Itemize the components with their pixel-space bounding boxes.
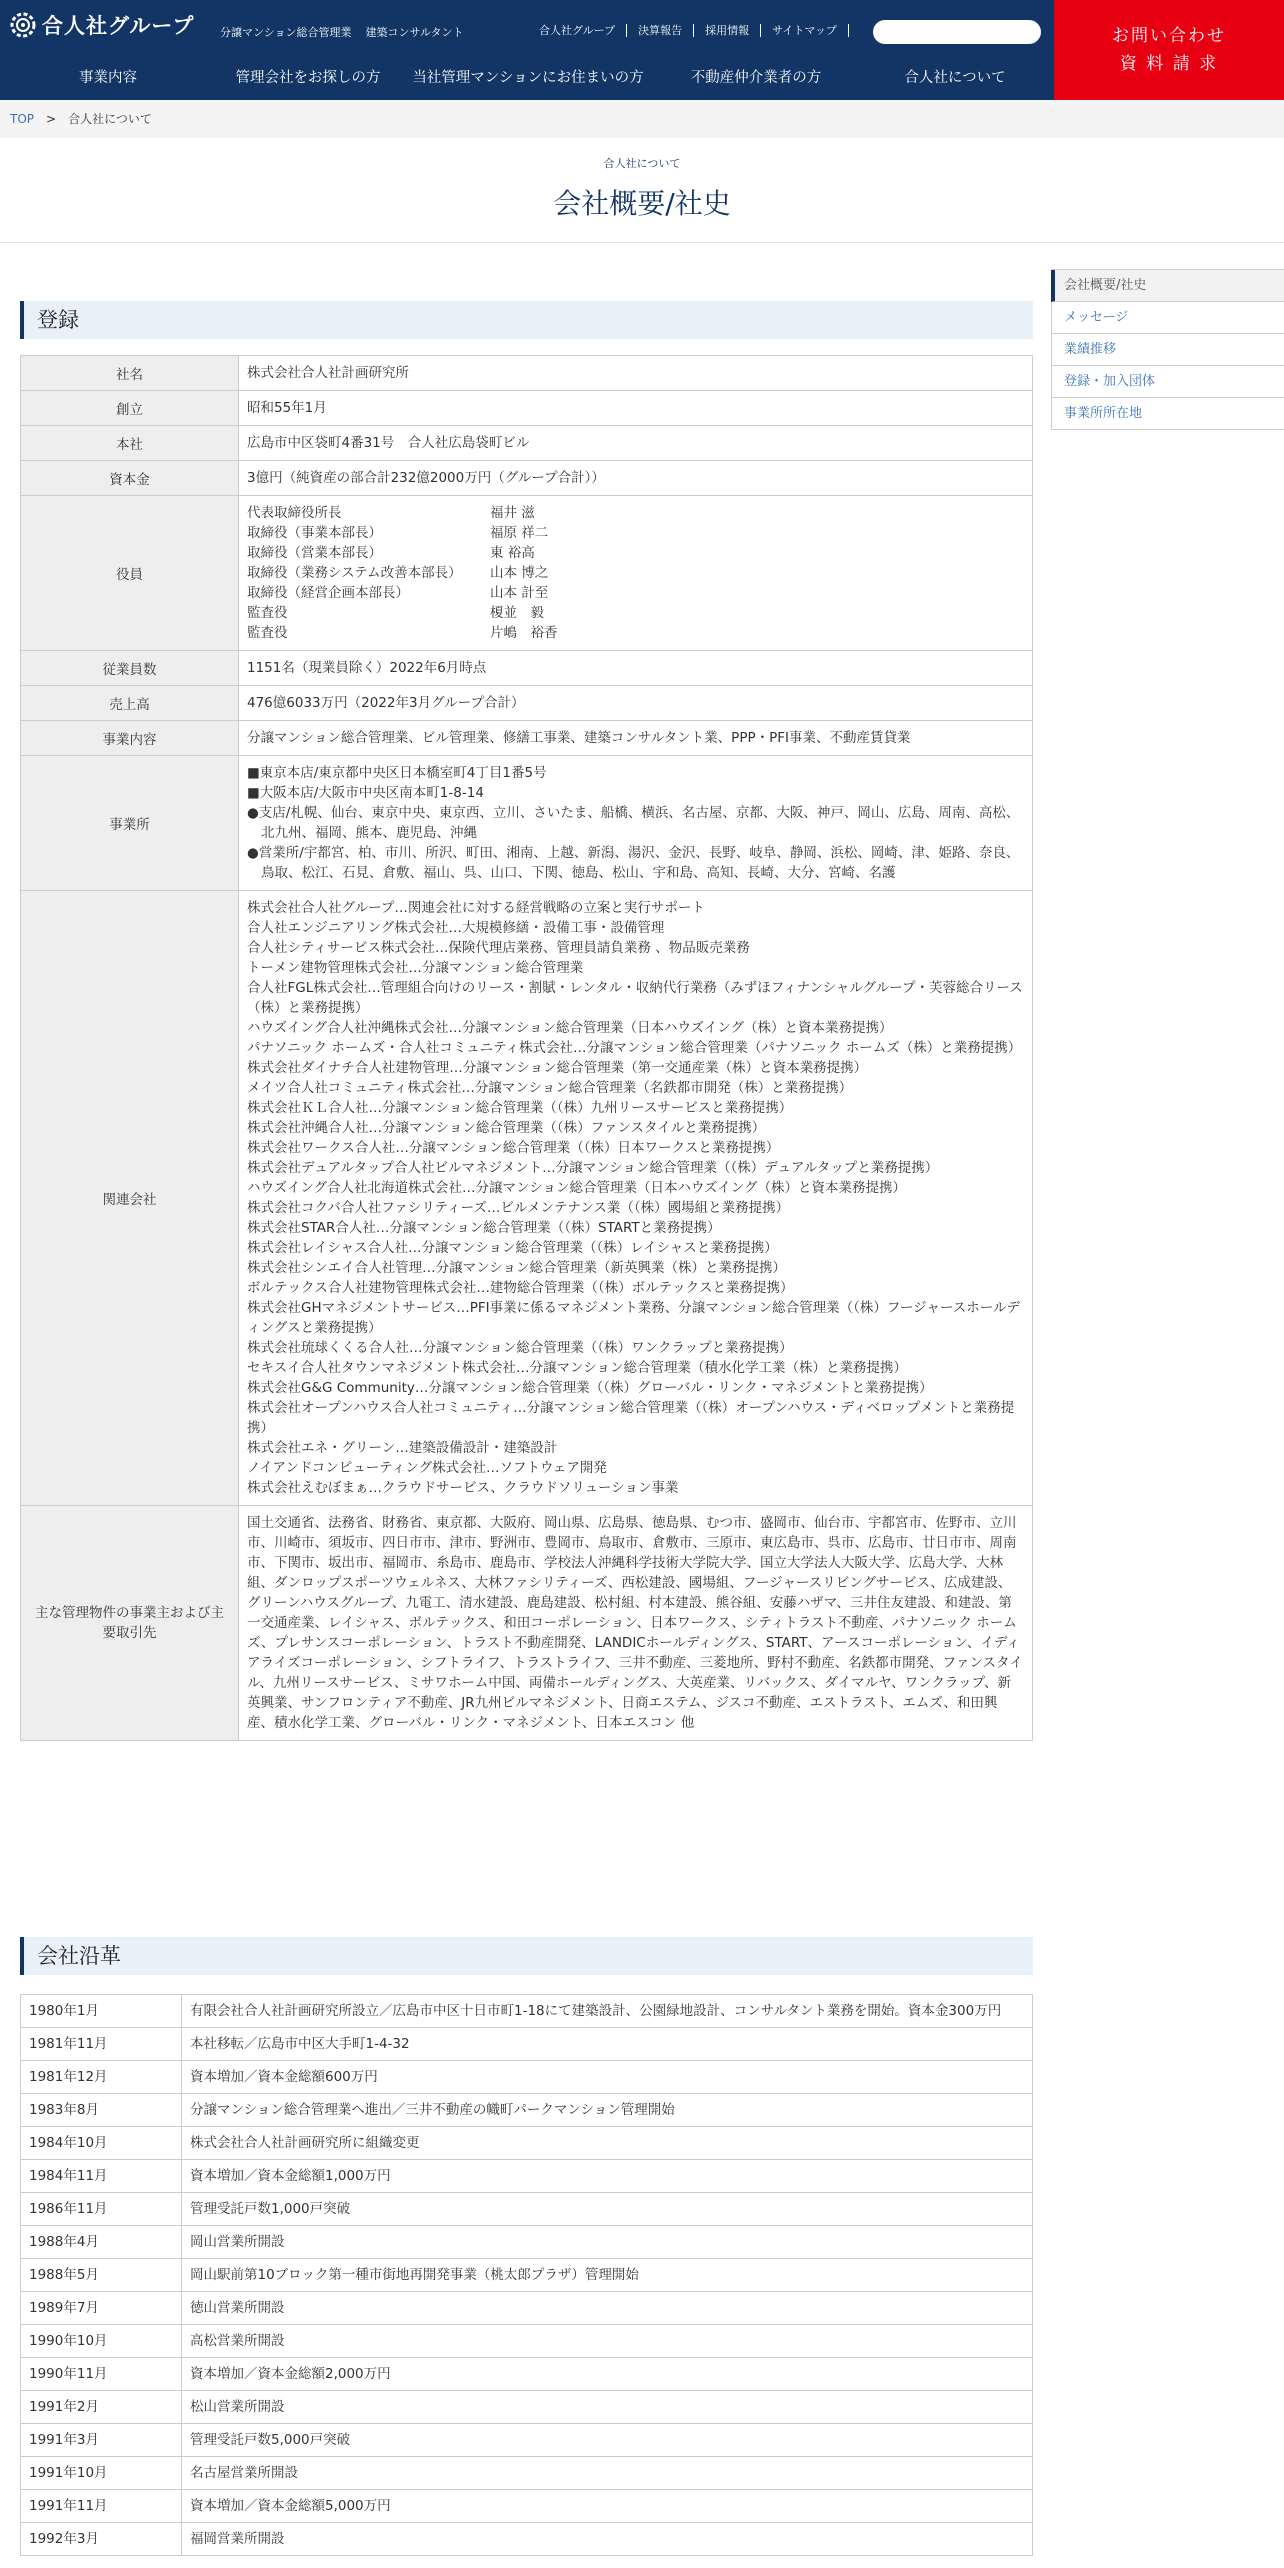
- contact-label: お問い合わせ: [1112, 26, 1226, 46]
- affiliate-line: 合人社シティサービス株式会社…保険代理店業務、管理員請負業務 、物品販売業務: [247, 940, 750, 956]
- nav-residents[interactable]: 当社管理マンションにお住まいの方: [412, 70, 644, 86]
- affiliate-line: ボルテックス合人社建物管理株式会社…建物総合管理業（（株）ボルテックスと業務提携）: [247, 1280, 794, 1296]
- history-event: 本社移転／広島市中区大手町1-4-32: [182, 2028, 1033, 2061]
- history-date: 1981年11月: [21, 2028, 182, 2061]
- breadcrumb-current: 合人社について: [68, 112, 152, 126]
- nav-about[interactable]: 合人社について: [904, 70, 1006, 86]
- history-date: 1986年11月: [21, 2193, 182, 2226]
- officer-title: 取締役（営業本部長）: [247, 545, 382, 561]
- row-value: 国土交通省、法務省、財務省、東京都、大阪府、岡山県、広島県、徳島県、むつ市、盛岡市、仙台市、宇都宮市、佐野市、立川市、川崎市、須坂市、四日市市、津市、野洲市、豊岡市、鳥取市、倉敷市、三原市、東広島市、呉市、広島市、廿日市市、周南市、下関市、坂出市、福岡市、糸島市、鹿島市、学校法人沖縄科学技術大学院大学、国立大学法人大阪大学、広島大学、大林組、ダンロップスポーツウェルネス、大林ファシリティーズ、西松建設、國場組、フージャースリビングサービス、広成建設、グリーンハウスグループ、九電工、清水建設、鹿島建設、松村組、村本建設、熊谷組、安藤ハザマ、三井住友建設、和建設、第一交通産業、レイシャス、ボルテックス、和田コーポレーション、日本ワークス、シティトラスト不動産、パナソニック ホームズ、プレサンスコーポレーション、トラスト不動産開発、LANDICホールディングス、START、アースコーポレーション、イディアライズコーポレーション、シフトライフ、トラストライフ、三井不動産、三菱地所、野村不動産、名鉄都市開発、ファンスタイル、九州リースサービス、ミサワホーム中国、両備ホールディングス、大英産業、リバックス、ダイマルヤ、ワンクラップ、新英興業、サンフロンティア不動産、JR九州ビルマネジメント、日商エステム、ジスコ不動産、エストラスト、エムズ、和田興産、積水化学工業、グローバル・リンク・マネジメント、日本エスコン 他: [239, 1506, 1033, 1741]
- nav-business[interactable]: 事業内容: [79, 70, 137, 86]
- officer-name: 山本 計至: [490, 585, 549, 601]
- sidenav-item-memberships[interactable]: 登録・加入団体: [1051, 366, 1284, 398]
- table-row: [21, 651, 1033, 686]
- affiliate-line: 合人社エンジニアリング株式会社…大規模修繕・設備工事・設備管理: [247, 920, 665, 936]
- row-label: 事業内容: [21, 721, 239, 756]
- sidenav-item-message[interactable]: メッセージ: [1051, 302, 1284, 334]
- sidenav-item-performance[interactable]: 業績推移: [1051, 334, 1284, 366]
- history-row: [21, 2424, 1033, 2457]
- history-date: 1991年10月: [21, 2457, 182, 2490]
- history-date: 1988年5月: [21, 2259, 182, 2292]
- row-value: 昭和55年1月: [239, 391, 1033, 426]
- table-row: [21, 426, 1033, 461]
- link-sitemap[interactable]: サイトマップ: [760, 24, 849, 37]
- sidenav-item-offices[interactable]: 事業所所在地: [1051, 398, 1284, 430]
- history-date: 1980年1月: [21, 1995, 182, 2028]
- table-row: [21, 756, 1033, 891]
- side-nav: [1051, 269, 1284, 430]
- history-event: 資本増加／資本金総額2,000万円: [182, 2358, 1033, 2391]
- affiliate-line: 合人社FGL株式会社…管理組合向けのリース・割賦・レンタル・収納代行業務（みずほフィナンシャルグループ・芙蓉総合リース（株）と業務提携）: [247, 980, 1023, 1016]
- affiliate-line: 株式会社コクバ合人社ファシリティーズ…ビルメンテナンス業（（株）國場組と業務提携）: [247, 1200, 790, 1216]
- affiliate-line: トーメン建物管理株式会社…分譲マンション総合管理業: [247, 960, 584, 976]
- history-date: 1990年11月: [21, 2358, 182, 2391]
- officer-title: 監査役: [247, 625, 288, 641]
- office-line: ■東京本店/東京都中央区日本橋室町4丁目1番5号: [247, 765, 547, 781]
- history-event: 徳山営業所開設: [182, 2292, 1033, 2325]
- row-label: 事業所: [21, 756, 239, 891]
- history-row: [21, 2193, 1033, 2226]
- history-row: [21, 2490, 1033, 2523]
- history-event: 有限会社合人社計画研究所設立／広島市中区十日市町1-18にて建築設計、公園緑地設計、コンサルタント業務を開始。資本金300万円: [182, 1995, 1033, 2028]
- officers-list: [247, 503, 1024, 643]
- affiliate-line: 株式会社STAR合人社…分譲マンション総合管理業（（株）STARTと業務提携）: [247, 1220, 721, 1236]
- page-title: 会社概要/社史: [553, 187, 731, 220]
- officer-name: 福原 祥二: [490, 525, 549, 541]
- officer-name: 榎並 毅: [490, 605, 544, 621]
- history-date: 1991年11月: [21, 2490, 182, 2523]
- history-date: 1984年11月: [21, 2160, 182, 2193]
- row-value: 広島市中区袋町4番31号 合人社広島袋町ビル: [239, 426, 1033, 461]
- contact-button[interactable]: [1054, 0, 1284, 100]
- history-row: [21, 2061, 1033, 2094]
- tagline-item: 建築コンサルタント: [365, 26, 464, 39]
- table-row: [21, 496, 1033, 651]
- section-heading-profile: 登録: [20, 301, 1033, 339]
- affiliate-line: 株式会社えむぼまぁ…クラウドサービス、クラウドソリューション事業: [247, 1480, 679, 1496]
- history-row: [21, 2127, 1033, 2160]
- history-date: 1991年3月: [21, 2424, 182, 2457]
- history-date: 1983年8月: [21, 2094, 182, 2127]
- row-value: [239, 496, 1033, 651]
- office-line: ●支店/札幌、仙台、東京中央、東京西、立川、さいたま、船橋、横浜、名古屋、京都、大阪、神戸、岡山、広島、周南、高松、北九州、福岡、熊本、鹿児島、沖縄: [247, 805, 1020, 841]
- history-row: [21, 2292, 1033, 2325]
- row-label: 役員: [21, 496, 239, 651]
- affiliate-line: 株式会社ワークス合人社…分譲マンション総合管理業（（株）日本ワークスと業務提携）: [247, 1140, 780, 1156]
- breadcrumb-separator: >: [46, 112, 57, 126]
- history-event: 資本増加／資本金総額600万円: [182, 2061, 1033, 2094]
- history-row: [21, 2160, 1033, 2193]
- breadcrumb-top[interactable]: TOP: [10, 112, 35, 126]
- affiliates-list: [239, 891, 1033, 1506]
- row-value: 株式会社合人社計画研究所: [239, 356, 1033, 391]
- history-date: 1988年4月: [21, 2226, 182, 2259]
- row-label: 従業員数: [21, 651, 239, 686]
- history-row: [21, 2523, 1033, 2556]
- officer-title: 代表取締役所長: [247, 505, 342, 521]
- page-header: [0, 138, 1284, 243]
- history-date: 1989年7月: [21, 2292, 182, 2325]
- nav-brokers[interactable]: 不動産仲介業者の方: [690, 70, 822, 86]
- affiliate-line: 株式会社デュアルタップ合人社ビルマネジメント…分譲マンション総合管理業（（株）デュアルタップと業務提携）: [247, 1160, 939, 1176]
- affiliate-line: 株式会社ＫＬ合人社…分譲マンション総合管理業（（株）九州リースサービスと業務提携）: [247, 1100, 793, 1116]
- row-label: 本社: [21, 426, 239, 461]
- table-row: [21, 686, 1033, 721]
- history-table: [20, 1994, 1033, 2556]
- table-row: [21, 721, 1033, 756]
- affiliate-line: 株式会社GHマネジメントサービス…PFI事業に係るマネジメント業務、分譲マンション総合管理業（（株）フージャースホールディングスと業務提携）: [247, 1300, 1020, 1336]
- history-row: [21, 2457, 1033, 2490]
- affiliate-line: 株式会社エネ・グリーン…建築設備設計・建築設計: [247, 1440, 558, 1456]
- history-event: 資本増加／資本金総額1,000万円: [182, 2160, 1033, 2193]
- table-row: [21, 1506, 1033, 1741]
- section-heading-history: 会社沿革: [20, 1937, 1033, 1975]
- history-row: [21, 2259, 1033, 2292]
- row-label: 社名: [21, 356, 239, 391]
- affiliate-line: メイツ合人社コミュニティ株式会社…分譲マンション総合管理業（名鉄都市開発（株）と業務提携）: [247, 1080, 853, 1096]
- row-value: 476億6033万円（2022年3月グループ合計）: [239, 686, 1033, 721]
- officer-title: 監査役: [247, 605, 288, 621]
- tagline-item: 分譲マンション総合管理業: [220, 26, 352, 39]
- link-group[interactable]: 合人社グループ: [539, 24, 616, 37]
- row-value: 3億円（純資産の部合計232億2000万円（グループ合計））: [239, 461, 1033, 496]
- history-event: 管理受託戸数5,000戸突破: [182, 2424, 1033, 2457]
- affiliate-line: ノイアンドコンピューティング株式会社…ソフトウェア開発: [247, 1460, 607, 1476]
- officer-name: 福井 滋: [490, 505, 535, 521]
- sidenav-item-profile[interactable]: 会社概要/社史: [1051, 270, 1284, 302]
- history-date: 1990年10月: [21, 2325, 182, 2358]
- history-row: [21, 2391, 1033, 2424]
- global-nav: [0, 66, 1054, 90]
- affiliate-line: ハウズイング合人社沖縄株式会社…分譲マンション総合管理業（日本ハウズイング（株）と資本業務提携）: [247, 1020, 893, 1036]
- history-event: 高松営業所開設: [182, 2325, 1033, 2358]
- history-event: 松山営業所開設: [182, 2391, 1033, 2424]
- history-event: 福岡営業所開設: [182, 2523, 1033, 2556]
- history-row: [21, 2325, 1033, 2358]
- affiliate-line: セキスイ合人社タウンマネジメント株式会社…分譲マンション総合管理業（積水化学工業（株）と業務提携）: [247, 1360, 907, 1376]
- link-financial-report[interactable]: 決算報告: [626, 24, 693, 37]
- history-row: [21, 2094, 1033, 2127]
- company-profile-table: [20, 355, 1033, 1741]
- history-event: 株式会社合人社計画研究所に組織変更: [182, 2127, 1033, 2160]
- history-row: [21, 2028, 1033, 2061]
- affiliate-line: 株式会社琉球くくる合人社…分譲マンション総合管理業（（株）ワンクラップと業務提携）: [247, 1340, 793, 1356]
- history-row: [21, 2226, 1033, 2259]
- row-value: 1151名（現業員除く）2022年6月時点: [239, 651, 1033, 686]
- site-header: [0, 0, 1284, 100]
- affiliate-line: 株式会社合人社グループ…関連会社に対する経営戦略の立案と実行サポート: [247, 900, 705, 916]
- link-recruit[interactable]: 採用情報: [693, 24, 760, 37]
- table-row: [21, 891, 1033, 1506]
- row-label: 売上高: [21, 686, 239, 721]
- document-request-label: 資 料 請 求: [1119, 54, 1219, 74]
- officer-name: 山本 博之: [490, 565, 549, 581]
- row-label: 創立: [21, 391, 239, 426]
- officer-name: 東 裕高: [490, 545, 535, 561]
- officer-title: 取締役（業務システム改善本部長）: [247, 565, 462, 581]
- offices-list: [239, 756, 1033, 891]
- officer-name: 片嶋 裕香: [490, 625, 558, 641]
- history-event: 管理受託戸数1,000戸突破: [182, 2193, 1033, 2226]
- search-input[interactable]: [873, 20, 1041, 44]
- affiliate-line: 株式会社オープンハウス合人社コミュニティ…分譲マンション総合管理業（（株）オープンハウス・ディベロップメントと業務提携）: [247, 1400, 1015, 1436]
- history-event: 分譲マンション総合管理業へ進出／三井不動産の幟町パークマンション管理開始: [182, 2094, 1033, 2127]
- affiliate-line: 株式会社シンエイ合人社管理…分譲マンション総合管理業（新英興業（株）と業務提携）: [247, 1260, 787, 1276]
- affiliate-line: 株式会社レイシャス合人社…分譲マンション総合管理業（（株）レイシャスと業務提携）: [247, 1240, 778, 1256]
- table-row: [21, 356, 1033, 391]
- table-row: [21, 461, 1033, 496]
- row-label: 関連会社: [21, 891, 239, 1506]
- affiliate-line: 株式会社ダイナチ合人社建物管理…分譲マンション総合管理業（第一交通産業（株）と資本業務提携）: [247, 1060, 868, 1076]
- office-line: ●営業所/宇都宮、柏、市川、所沢、町田、湘南、上越、新潟、湯沢、金沢、長野、岐阜、静岡、浜松、岡崎、津、姫路、奈良、鳥取、松江、石見、倉敷、福山、呉、山口、下関、徳島、松山、宇和島、高知、長崎、大分、宮崎、名護: [247, 845, 1020, 881]
- officer-title: 取締役（事業本部長）: [247, 525, 382, 541]
- affiliate-line: ハウズイング合人社北海道株式会社…分譲マンション総合管理業（日本ハウズイング（株）と資本業務提携）: [247, 1180, 907, 1196]
- history-date: 1981年12月: [21, 2061, 182, 2094]
- logo-text: 合人社グループ: [42, 14, 195, 38]
- history-event: 岡山営業所開設: [182, 2226, 1033, 2259]
- breadcrumb: [0, 100, 1284, 138]
- affiliate-line: パナソニック ホームズ・合人社コミュニティ株式会社…分譲マンション総合管理業（パナソニック ホームズ（株）と業務提携）: [247, 1040, 1022, 1056]
- row-label: 主な管理物件の事業主および主要取引先: [21, 1506, 239, 1741]
- row-label: 資本金: [21, 461, 239, 496]
- history-row: [21, 1995, 1033, 2028]
- nav-find-manager[interactable]: 管理会社をお探しの方: [235, 70, 381, 86]
- logo[interactable]: [8, 10, 194, 40]
- history-event: 岡山駅前第10ブロック第一種市街地再開発事業（桃太郎プラザ）管理開始: [182, 2259, 1033, 2292]
- history-date: 1991年2月: [21, 2391, 182, 2424]
- history-row: [21, 2358, 1033, 2391]
- tagline: [220, 24, 478, 40]
- history-date: 1984年10月: [21, 2127, 182, 2160]
- logo-gear-icon: [8, 10, 38, 40]
- history-event: 資本増加／資本金総額5,000万円: [182, 2490, 1033, 2523]
- table-row: [21, 391, 1033, 426]
- row-value: 分譲マンション総合管理業、ビル管理業、修繕工事業、建築コンサルタント業、PPP・PFI事業、不動産賃貸業: [239, 721, 1033, 756]
- history-date: 1992年3月: [21, 2523, 182, 2556]
- office-line: ■大阪本店/大阪市中央区南本町1-8-14: [247, 785, 484, 801]
- page-subtitle: 合人社について: [603, 157, 681, 170]
- affiliate-line: 株式会社G&G Community…分譲マンション総合管理業（（株）グローバル・リンク・マネジメントと業務提携）: [247, 1380, 933, 1396]
- affiliate-line: 株式会社沖縄合人社…分譲マンション総合管理業（（株）ファンスタイルと業務提携）: [247, 1120, 766, 1136]
- utility-links: [528, 24, 849, 37]
- officer-title: 取締役（経営企画本部長）: [247, 585, 409, 601]
- history-event: 名古屋営業所開設: [182, 2457, 1033, 2490]
